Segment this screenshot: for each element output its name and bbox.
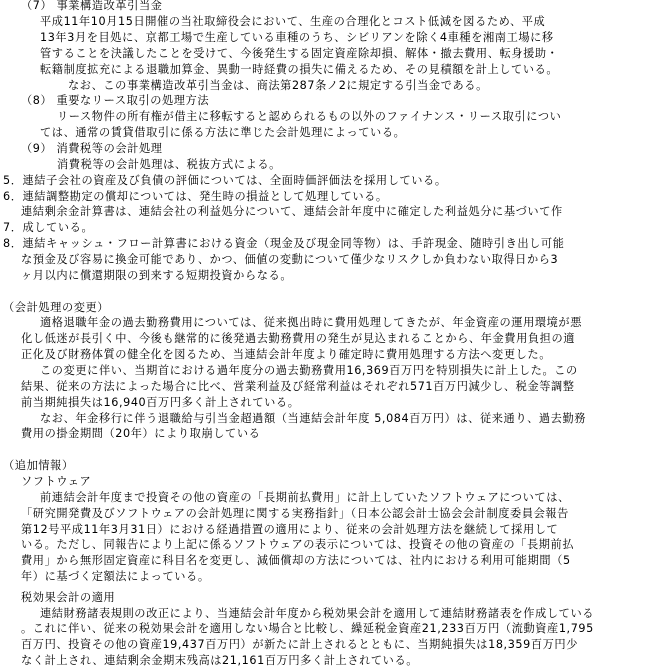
paragraph-line: 正化及び財務体質の健全化を図るため、当連結会計年度より確定時に費用処理する方法へ変更した。: [21, 348, 551, 362]
paragraph-line: 第12号平成11年3月31日）における経過措置の適用により、従来の会計処理方法を継続して採用して: [21, 522, 559, 536]
paragraph-line: ヶ月以内に償還期限の到来する短期投資からなる。: [21, 268, 293, 282]
numbered-item-8: 8．連結キャッシュ・フロー計算書における資金（現金及び現金同等物）は、手許現金、随時引き出し可能: [3, 237, 565, 251]
paragraph-line: リース物件の所有権が借主に移転すると認められるもの以外のファイナンス・リース取引につい: [57, 110, 562, 124]
numbered-item-5: 5．連結子会社の資産及び負債の評価については、全面時価評価法を採用している。: [3, 173, 447, 187]
paragraph-line: この変更に伴い、当期首における過年度分の過去勤務費用16,369百万円を特別損失に計上した。この: [40, 363, 578, 377]
paragraph-line: 連結剰余金計算書は、連結会社の利益処分について、連結会計年度中に確定した利益処分に基づいて作: [21, 205, 563, 219]
heading-consumption-tax: （9） 消費税等の会計処理: [21, 141, 163, 155]
subheading-software: ソフトウェア: [21, 475, 92, 488]
paragraph-line: 転籍制度拡充による退職加算金、異動一時経費の損失に備えるため、その見積額を計上している。: [40, 62, 559, 76]
paragraph-line: 結果、従来の方法によった場合に比べ、営業利益及び経常利益はそれぞれ571百万円減少し、税金等調整: [21, 379, 575, 393]
subheading-tax-effect-accounting: 税効果会計の適用: [21, 590, 116, 604]
section-heading-accounting-change: （会計処理の変更）: [3, 300, 110, 314]
paragraph-line: ては、通常の賃貸借取引に係る方法に準じた会計処理によっている。: [40, 126, 406, 140]
paragraph-line: 年）に基づく定額法によっている。: [21, 570, 210, 584]
numbered-item-6: 6．連結調整勘定の償却については、発生時の損益として処理している。: [3, 189, 388, 203]
numbered-item-7: 7．成している。: [3, 221, 94, 235]
section-heading-additional-info: （追加情報）: [3, 459, 74, 473]
paragraph-line: 「研究開発費及びソフトウェアの会計処理に関する実務指針」（日本公認会計士協会会計制度委員会報告: [21, 506, 569, 520]
paragraph-line: 費用の掛金期間（20年）により取崩している: [21, 427, 261, 441]
paragraph-line: 百万円、投資その他の資産19,437百万円）が新たに計上されるとともに、当期純損失は18,359百万円少: [21, 638, 578, 652]
paragraph-line: 前当期純損失は16,940百万円多く計上されている。: [21, 395, 300, 409]
paragraph-line: な預金及び容易に換金可能であり、かつ、価値の変動について僅少なリスクしか負わない取得日から3: [21, 252, 559, 266]
paragraph-line: 化し低迷が長引く中、今後も継常的に後発過去勤務費用の発生が見込まれることから、年金費用負担の適: [21, 332, 576, 346]
paragraph-line: 管することを決議したことを受けて、今後発生する固定資産除却損、解体・撤去費用、転身援助・: [40, 46, 559, 60]
paragraph-line: 適格退職年金の過去勤務費用については、従来拠出時に費用処理してきたが、年金資産の運用環境が悪: [40, 316, 583, 330]
heading-lease-transactions: （8） 重要なリース取引の処理方法: [21, 94, 210, 108]
heading-business-restructuring-reserve: （7） 事業構造改革引当金: [21, 0, 163, 13]
paragraph-line: 費用」から無形固定資産に科目名を変更し、減価償却の方法については、社内における利用可能期間（5: [21, 554, 571, 568]
paragraph-line: なお、この事業構造改革引当金は、商法第287条ノ2に規定する引当金である。: [68, 78, 488, 92]
paragraph-line: なく計上され、連結剰余金期末残高は21,161百万円多く計上されている。: [21, 654, 419, 668]
paragraph-line: いる。ただし、同報告により上記に係るソフトウェアの表示については、投資その他の資産の「長期前払: [21, 538, 575, 552]
paragraph-line: 前連結会計年度まで投資その他の資産の「長期前払費用」に計上していたソフトウェアについては、: [40, 490, 570, 504]
paragraph-line: 連結財務諸表規則の改正により、当連結会計年度から税効果会計を適用して連結財務諸表を作成している: [40, 606, 595, 620]
paragraph-line: 13年3月を目処に、京都工場で生産している車種のうち、シビリアンを除く4車種を湘南工場に移: [40, 30, 554, 44]
paragraph-line: 消費税等の会計処理は、税抜方式による。: [57, 157, 281, 171]
paragraph-line: 。これに伴い、従来の税効果会計を適用しない場合と比較し、繰延税金資産21,233百万円（流動資産1,795: [21, 622, 594, 636]
paragraph-line: なお、年金移行に伴う退職給与引当金超過額（当連結会計年度 5,084百万円）は、従来通り、過去勤務: [40, 411, 587, 425]
paragraph-line: 平成11年10月15日開催の当社取締役会において、生産の合理化とコスト低減を図るため、平成: [40, 15, 546, 29]
